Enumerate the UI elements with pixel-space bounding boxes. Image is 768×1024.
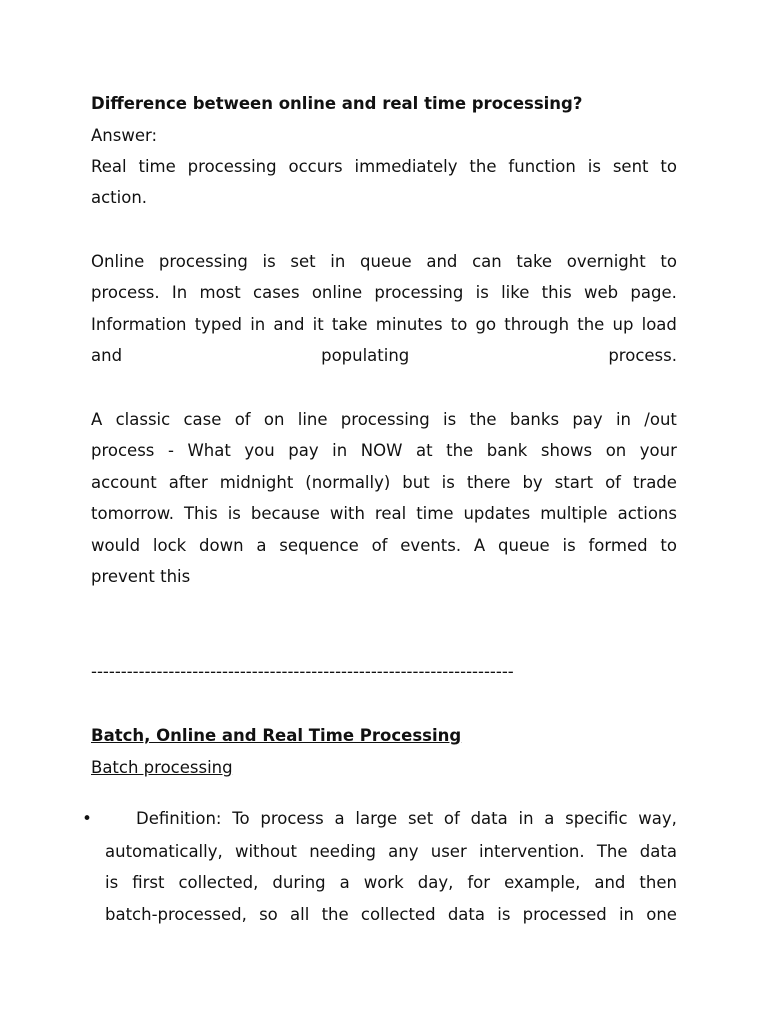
word: typed <box>194 315 243 334</box>
word: and <box>594 873 626 892</box>
bullet-line-3 <box>105 873 677 893</box>
word: events. <box>400 536 462 555</box>
question-title: Difference between online and real time processing? <box>91 94 583 113</box>
word: - <box>167 441 174 460</box>
word: a <box>256 536 267 555</box>
para3-line-2 <box>91 441 677 461</box>
word: batch-processed, <box>105 905 247 924</box>
word: bank <box>486 441 528 460</box>
word: but <box>402 473 430 492</box>
word: is <box>497 905 511 924</box>
word: can <box>472 252 502 271</box>
word: processed <box>522 905 607 924</box>
word: of <box>234 410 251 429</box>
word: pay <box>572 410 603 429</box>
word: up <box>612 315 634 334</box>
word: time <box>416 504 454 523</box>
subheading-wrap <box>91 758 233 778</box>
word: you <box>244 441 275 460</box>
para2-line-1 <box>91 252 677 272</box>
word: function <box>508 157 576 176</box>
word: down <box>199 536 244 555</box>
word: Information <box>91 315 187 334</box>
word: to <box>660 536 677 555</box>
bullet-marker: • <box>82 809 92 828</box>
word: take <box>331 315 368 334</box>
word: after <box>168 473 208 492</box>
word: case <box>183 410 222 429</box>
word: go <box>475 315 497 334</box>
word: of <box>605 473 621 492</box>
word: a <box>544 809 555 828</box>
word: this <box>541 283 572 302</box>
para1-line-2: action. <box>91 188 148 207</box>
word: all <box>290 905 310 924</box>
batch-processing-subheading: Batch processing <box>91 758 233 777</box>
para2-line-4 <box>91 346 677 366</box>
word: a <box>339 873 350 892</box>
word: is <box>441 473 455 492</box>
word: in <box>330 252 346 271</box>
word: is <box>105 873 119 892</box>
word: and <box>426 252 458 271</box>
word: banks <box>509 410 560 429</box>
word: one <box>646 905 677 924</box>
word: by <box>522 473 543 492</box>
word: process <box>91 441 155 460</box>
word: because <box>250 504 320 523</box>
word: web <box>584 283 619 302</box>
bullet-line-4 <box>105 905 677 925</box>
word: line <box>297 410 328 429</box>
word: A <box>91 410 103 429</box>
word: set <box>407 809 434 828</box>
word: sent <box>612 157 649 176</box>
word: the <box>446 441 474 460</box>
bullet-line-1 <box>105 809 677 829</box>
word: The <box>596 842 628 861</box>
word: to <box>660 252 677 271</box>
word: the <box>321 905 349 924</box>
word: collected <box>360 905 436 924</box>
word: data <box>447 905 485 924</box>
word: most <box>199 283 241 302</box>
word: in <box>250 315 266 334</box>
word: is <box>227 504 241 523</box>
word: page. <box>630 283 677 302</box>
word: processing <box>158 252 248 271</box>
word: queue <box>359 252 412 271</box>
word: of <box>443 809 460 828</box>
word: A <box>473 536 486 555</box>
bullet-line-2 <box>105 842 677 862</box>
word: lock <box>152 536 187 555</box>
word: would <box>91 536 141 555</box>
word: through <box>504 315 570 334</box>
word: process. <box>91 283 160 302</box>
word: To <box>232 809 250 828</box>
word: set <box>290 252 316 271</box>
word: the <box>469 157 497 176</box>
word: in <box>518 809 534 828</box>
word: collected, <box>178 873 259 892</box>
word: (normally) <box>305 473 391 492</box>
word: pay <box>288 441 319 460</box>
word: and <box>273 315 305 334</box>
word: user <box>430 842 467 861</box>
dashed-divider: ----------------------------------------------------------------------- <box>91 662 514 681</box>
word: This <box>183 504 218 523</box>
word: real <box>374 504 407 523</box>
answer-label: Answer: <box>91 126 158 145</box>
word: example, <box>504 873 581 892</box>
word: the <box>469 410 497 429</box>
word: is <box>443 410 457 429</box>
para1-line-1 <box>91 157 677 177</box>
word: data <box>639 842 677 861</box>
word: tomorrow. <box>91 504 174 523</box>
word: load <box>641 315 677 334</box>
word: it <box>312 315 324 334</box>
word: on <box>605 441 627 460</box>
section-heading-wrap <box>91 726 461 746</box>
word: actions <box>617 504 677 523</box>
word: classic <box>115 410 171 429</box>
word: without <box>234 842 297 861</box>
word: intervention. <box>478 842 585 861</box>
word: midnight <box>219 473 294 492</box>
word: the <box>577 315 605 334</box>
word: process. <box>608 346 677 365</box>
para3-line-5 <box>91 536 677 556</box>
word: processing <box>340 410 430 429</box>
word: processing <box>374 283 464 302</box>
word: minutes <box>375 315 443 334</box>
word: then <box>639 873 677 892</box>
word: NOW <box>360 441 403 460</box>
word: is <box>562 536 576 555</box>
word: updates <box>463 504 531 523</box>
word: for <box>467 873 491 892</box>
word: start <box>554 473 594 492</box>
word: immediately <box>354 157 458 176</box>
word: to <box>450 315 468 334</box>
word: account <box>91 473 157 492</box>
word: queue <box>498 536 550 555</box>
word: day, <box>417 873 454 892</box>
word: in <box>618 905 634 924</box>
word: is <box>262 252 276 271</box>
word: In <box>171 283 188 302</box>
word: to <box>660 157 677 176</box>
word: Definition: <box>136 809 222 828</box>
word: on <box>263 410 285 429</box>
word: shows <box>540 441 593 460</box>
word: at <box>415 441 433 460</box>
word: automatically, <box>105 842 223 861</box>
word: /out <box>644 410 677 429</box>
word: populating <box>321 346 410 365</box>
para3-line-1 <box>91 410 677 430</box>
word: during <box>272 873 326 892</box>
word: like <box>501 283 530 302</box>
word: Online <box>91 252 145 271</box>
word: specific <box>565 809 628 828</box>
word: work <box>363 873 404 892</box>
word: with <box>329 504 365 523</box>
word: and <box>91 346 123 365</box>
word: data <box>470 809 508 828</box>
word: your <box>639 441 677 460</box>
para2-line-3 <box>91 315 677 335</box>
word: in <box>332 441 348 460</box>
word: way, <box>638 809 677 828</box>
para2-line-2 <box>91 283 677 303</box>
word: What <box>187 441 231 460</box>
word: is <box>475 283 489 302</box>
word: first <box>132 873 165 892</box>
word: Real <box>91 157 127 176</box>
word: occurs <box>288 157 343 176</box>
word: overnight <box>566 252 646 271</box>
word: cases <box>253 283 300 302</box>
para3-line-4 <box>91 504 677 524</box>
word: is <box>587 157 601 176</box>
word: large <box>355 809 398 828</box>
word: processing <box>187 157 277 176</box>
word: so <box>259 905 278 924</box>
word: needing <box>309 842 376 861</box>
word: trade <box>632 473 677 492</box>
section-heading: Batch, Online and Real Time Processing <box>91 726 462 745</box>
word: any <box>388 842 419 861</box>
word: time <box>138 157 176 176</box>
word: online <box>311 283 363 302</box>
word: of <box>371 536 388 555</box>
para3-line-6: prevent this <box>91 567 191 586</box>
word: process <box>260 809 324 828</box>
word: formed <box>588 536 648 555</box>
word: there <box>466 473 511 492</box>
word: in <box>615 410 632 429</box>
word: a <box>334 809 345 828</box>
word: sequence <box>279 536 359 555</box>
word: take <box>516 252 553 271</box>
para3-line-3 <box>91 473 677 493</box>
word: multiple <box>540 504 608 523</box>
